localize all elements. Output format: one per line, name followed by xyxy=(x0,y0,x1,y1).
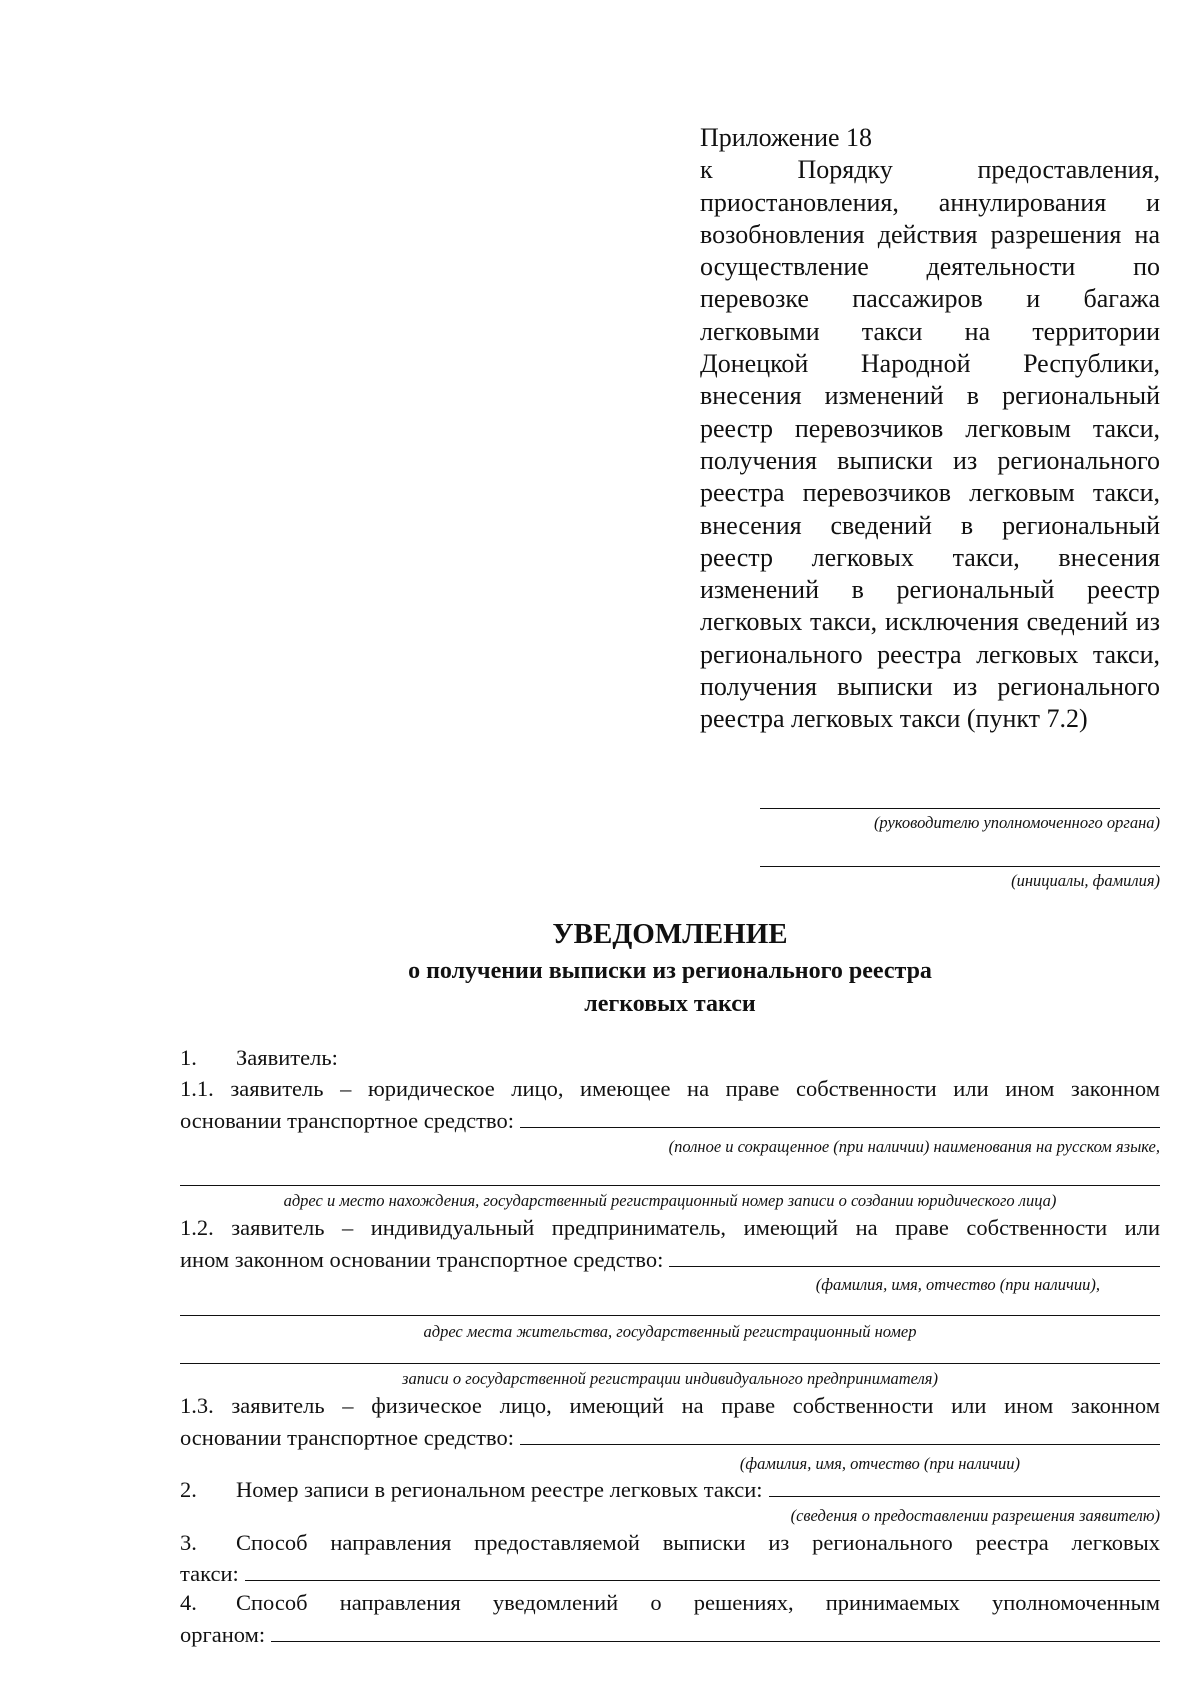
section-1-label: Заявитель: xyxy=(236,1045,338,1070)
section-3-label-cont: такси: xyxy=(180,1561,239,1586)
legal-entity-caption-2: адрес и место нахождения, государственный регистрационный номер записи о создании юридического лица) xyxy=(283,1191,1057,1210)
legal-entity-input[interactable] xyxy=(520,1105,1160,1128)
entrepreneur-address-input[interactable] xyxy=(180,1315,1160,1316)
document-subtitle-line1: о получении выписки из регионального реестра xyxy=(408,958,932,984)
appendix-header: Приложение 18 xyxy=(700,123,873,152)
addressee-position-caption: (руководителю уполномоченного органа) xyxy=(873,813,1160,832)
addressee-name-line xyxy=(760,866,1160,867)
addressee-name-caption: (инициалы, фамилия) xyxy=(1011,871,1160,890)
section-1-1-label: основании транспортное средство: xyxy=(180,1108,514,1133)
section-3-label: Способ направления предоставляемой выписки из регионального реестра легковых xyxy=(236,1530,1160,1555)
legal-entity-address-input[interactable] xyxy=(180,1185,1160,1186)
individual-input[interactable] xyxy=(520,1422,1160,1445)
section-3-number: 3. xyxy=(180,1530,197,1555)
section-3-line1 xyxy=(180,1529,1160,1557)
entrepreneur-registration-input[interactable] xyxy=(180,1363,1160,1364)
extract-delivery-method-input[interactable] xyxy=(245,1558,1160,1581)
document-title: УВЕДОМЛЕНИЕ xyxy=(552,918,788,950)
section-1-3-line1: 1.3. заявитель – физическое лицо, имеющий на праве собственности или ином законном xyxy=(180,1393,1160,1418)
section-4-number: 4. xyxy=(180,1590,197,1615)
section-1-number: 1. xyxy=(180,1045,197,1070)
section-4-line2 xyxy=(180,1619,1160,1649)
addressee-position-line xyxy=(760,808,1160,809)
section-4-label: Способ направления уведомлений о решениях, принимаемых уполномоченным xyxy=(236,1590,1160,1615)
section-2-number: 2. xyxy=(180,1477,197,1502)
entrepreneur-caption-3: записи о государственной регистрации индивидуального предпринимателя) xyxy=(402,1369,938,1388)
entrepreneur-caption-1: (фамилия, имя, отчество (при наличии), xyxy=(815,1275,1100,1294)
legal-entity-caption-1: (полное и сокращенное (при наличии) наименования на русском языке, xyxy=(668,1137,1160,1156)
appendix-text: к Порядку предоставления, приостановления, аннулирования и возобновления действия разрешения на осуществление деятельности по перевозке пассажиров и багажа легковыми такси на территории Донецкой Народной Республики, внесения изменений в региональный реестр перевозчиков легковым такси, получения выписки из регионального реестра перевозчиков легковым такси, внесения сведений в региональный реестр легковых такси, внесения изменений в региональный реестр легковых такси, исключения сведений из регионального реестра легковых такси, получения выписки из регионального реестра легковых такси (пункт 7.2) xyxy=(700,155,1160,734)
addressee-name-field[interactable] xyxy=(760,866,1160,891)
individual-caption: (фамилия, имя, отчество (при наличии) xyxy=(739,1454,1020,1473)
document-subtitle-line2: легковых такси xyxy=(584,991,756,1017)
section-3-line2 xyxy=(180,1558,1160,1588)
section-1-1-line1: 1.1. заявитель – юридическое лицо, имеющее на праве собственности или ином законном xyxy=(180,1076,1160,1101)
addressee-position-field[interactable] xyxy=(760,808,1160,833)
section-1 xyxy=(180,1044,1160,1072)
entrepreneur-caption-2: адрес места жительства, государственный регистрационный номер xyxy=(423,1322,917,1341)
section-4-label-cont: органом: xyxy=(180,1622,266,1647)
section-1-3-line2 xyxy=(180,1422,1160,1452)
notification-method-input[interactable] xyxy=(271,1619,1160,1642)
entrepreneur-input[interactable] xyxy=(669,1244,1160,1267)
registry-number-caption: (сведения о предоставлении разрешения заявителю) xyxy=(790,1506,1160,1525)
appendix-block xyxy=(700,122,1160,736)
section-1-3-label: основании транспортное средство: xyxy=(180,1425,514,1450)
section-2 xyxy=(180,1474,1160,1504)
section-1-1-line2 xyxy=(180,1105,1160,1135)
section-1-2-line2 xyxy=(180,1244,1160,1274)
section-2-label: Номер записи в региональном реестре легковых такси: xyxy=(236,1477,763,1502)
section-1-2-label: ином законном основании транспортное средство: xyxy=(180,1247,664,1272)
section-1-2-line1: 1.2. заявитель – индивидуальный предприниматель, имеющий на праве собственности или xyxy=(180,1215,1160,1240)
section-4-line1 xyxy=(180,1589,1160,1617)
registry-number-input[interactable] xyxy=(769,1474,1160,1497)
